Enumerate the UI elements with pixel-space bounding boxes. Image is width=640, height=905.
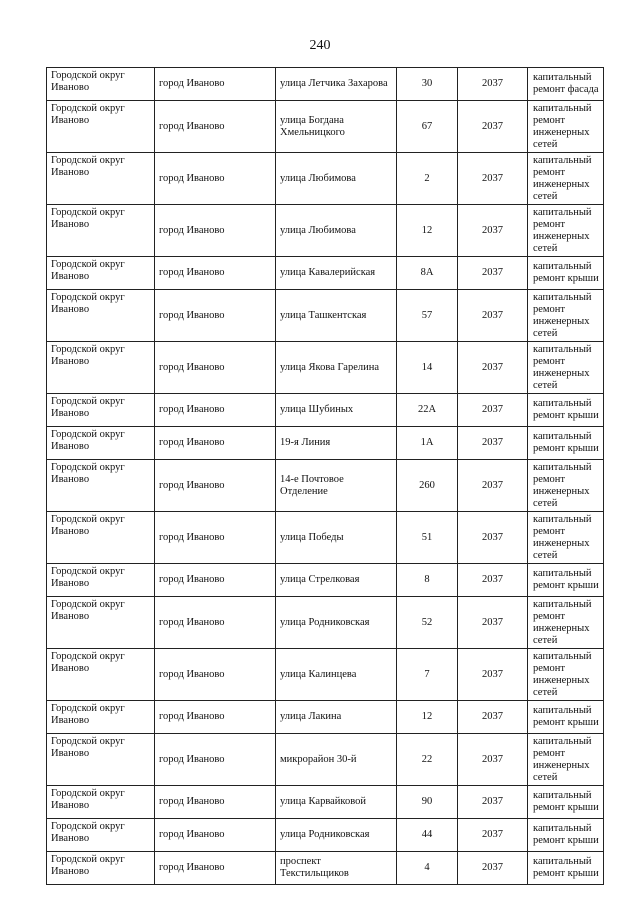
- registry-table-body: [47, 68, 604, 885]
- cell-street: улица Любимова: [276, 153, 397, 205]
- table-row: [47, 597, 604, 649]
- cell-municipality: Городской округ Иваново: [47, 819, 155, 852]
- cell-street: улица Ташкентская: [276, 290, 397, 342]
- cell-work-type: капитальный ремонт крыши: [528, 786, 604, 819]
- table-row: [47, 342, 604, 394]
- cell-year: 2037: [458, 427, 528, 460]
- table-row: [47, 819, 604, 852]
- cell-settlement: город Иваново: [155, 427, 276, 460]
- cell-street: улица Богдана Хмельницкого: [276, 101, 397, 153]
- cell-municipality: Городской округ Иваново: [47, 153, 155, 205]
- cell-municipality: Городской округ Иваново: [47, 427, 155, 460]
- cell-municipality: Городской округ Иваново: [47, 68, 155, 101]
- cell-house-number: 12: [397, 701, 458, 734]
- cell-street: улица Стрелковая: [276, 564, 397, 597]
- cell-municipality: Городской округ Иваново: [47, 394, 155, 427]
- cell-year: 2037: [458, 290, 528, 342]
- cell-year: 2037: [458, 649, 528, 701]
- cell-year: 2037: [458, 852, 528, 885]
- cell-settlement: город Иваново: [155, 734, 276, 786]
- registry-table: [46, 67, 604, 885]
- table-row: [47, 153, 604, 205]
- cell-municipality: Городской округ Иваново: [47, 205, 155, 257]
- cell-year: 2037: [458, 786, 528, 819]
- cell-settlement: город Иваново: [155, 786, 276, 819]
- cell-work-type: капитальный ремонт крыши: [528, 819, 604, 852]
- cell-year: 2037: [458, 101, 528, 153]
- cell-work-type: капитальный ремонт инженерных сетей: [528, 649, 604, 701]
- cell-work-type: капитальный ремонт крыши: [528, 564, 604, 597]
- cell-municipality: Городской округ Иваново: [47, 342, 155, 394]
- cell-municipality: Городской округ Иваново: [47, 290, 155, 342]
- table-row: [47, 290, 604, 342]
- cell-settlement: город Иваново: [155, 290, 276, 342]
- cell-settlement: город Иваново: [155, 205, 276, 257]
- cell-year: 2037: [458, 819, 528, 852]
- cell-work-type: капитальный ремонт инженерных сетей: [528, 512, 604, 564]
- cell-settlement: город Иваново: [155, 394, 276, 427]
- cell-house-number: 14: [397, 342, 458, 394]
- cell-street: улица Шубиных: [276, 394, 397, 427]
- cell-street: улица Летчика Захарова: [276, 68, 397, 101]
- table-row: [47, 394, 604, 427]
- cell-house-number: 12: [397, 205, 458, 257]
- cell-house-number: 8А: [397, 257, 458, 290]
- cell-work-type: капитальный ремонт фасада: [528, 68, 604, 101]
- table-row: [47, 564, 604, 597]
- cell-settlement: город Иваново: [155, 819, 276, 852]
- cell-street: улица Родниковская: [276, 597, 397, 649]
- table-row: [47, 512, 604, 564]
- cell-street: 19-я Линия: [276, 427, 397, 460]
- page-number: 240: [309, 38, 331, 53]
- table-row: [47, 68, 604, 101]
- cell-year: 2037: [458, 342, 528, 394]
- cell-municipality: Городской округ Иваново: [47, 786, 155, 819]
- cell-municipality: Городской округ Иваново: [47, 734, 155, 786]
- cell-house-number: 44: [397, 819, 458, 852]
- cell-house-number: 7: [397, 649, 458, 701]
- cell-work-type: капитальный ремонт крыши: [528, 257, 604, 290]
- cell-settlement: город Иваново: [155, 564, 276, 597]
- cell-municipality: Городской округ Иваново: [47, 257, 155, 290]
- cell-house-number: 57: [397, 290, 458, 342]
- cell-municipality: Городской округ Иваново: [47, 512, 155, 564]
- cell-house-number: 67: [397, 101, 458, 153]
- cell-house-number: 8: [397, 564, 458, 597]
- cell-settlement: город Иваново: [155, 101, 276, 153]
- cell-work-type: капитальный ремонт инженерных сетей: [528, 597, 604, 649]
- cell-year: 2037: [458, 512, 528, 564]
- cell-house-number: 30: [397, 68, 458, 101]
- cell-work-type: капитальный ремонт инженерных сетей: [528, 101, 604, 153]
- cell-work-type: капитальный ремонт крыши: [528, 427, 604, 460]
- table-row: [47, 852, 604, 885]
- cell-street: микрорайон 30-й: [276, 734, 397, 786]
- cell-street: 14-е Почтовое Отделение: [276, 460, 397, 512]
- cell-year: 2037: [458, 701, 528, 734]
- cell-work-type: капитальный ремонт крыши: [528, 852, 604, 885]
- cell-street: проспект Текстильщиков: [276, 852, 397, 885]
- table-row: [47, 786, 604, 819]
- cell-year: 2037: [458, 597, 528, 649]
- cell-year: 2037: [458, 460, 528, 512]
- table-row: [47, 257, 604, 290]
- table-row: [47, 701, 604, 734]
- cell-settlement: город Иваново: [155, 852, 276, 885]
- cell-municipality: Городской округ Иваново: [47, 701, 155, 734]
- cell-municipality: Городской округ Иваново: [47, 564, 155, 597]
- cell-house-number: 2: [397, 153, 458, 205]
- cell-year: 2037: [458, 734, 528, 786]
- cell-settlement: город Иваново: [155, 68, 276, 101]
- cell-work-type: капитальный ремонт инженерных сетей: [528, 734, 604, 786]
- cell-house-number: 51: [397, 512, 458, 564]
- cell-street: улица Карвайковой: [276, 786, 397, 819]
- table-row: [47, 101, 604, 153]
- cell-settlement: город Иваново: [155, 597, 276, 649]
- cell-year: 2037: [458, 205, 528, 257]
- cell-municipality: Городской округ Иваново: [47, 101, 155, 153]
- cell-settlement: город Иваново: [155, 460, 276, 512]
- cell-settlement: город Иваново: [155, 512, 276, 564]
- table-row: [47, 205, 604, 257]
- cell-street: улица Кавалерийская: [276, 257, 397, 290]
- cell-street: улица Якова Гарелина: [276, 342, 397, 394]
- cell-house-number: 90: [397, 786, 458, 819]
- table-row: [47, 460, 604, 512]
- table-row: [47, 427, 604, 460]
- cell-settlement: город Иваново: [155, 649, 276, 701]
- cell-work-type: капитальный ремонт крыши: [528, 701, 604, 734]
- cell-house-number: 260: [397, 460, 458, 512]
- cell-street: улица Любимова: [276, 205, 397, 257]
- cell-settlement: город Иваново: [155, 257, 276, 290]
- cell-municipality: Городской округ Иваново: [47, 460, 155, 512]
- cell-year: 2037: [458, 394, 528, 427]
- cell-house-number: 1А: [397, 427, 458, 460]
- cell-year: 2037: [458, 68, 528, 101]
- cell-street: улица Калинцева: [276, 649, 397, 701]
- cell-settlement: город Иваново: [155, 153, 276, 205]
- cell-municipality: Городской округ Иваново: [47, 852, 155, 885]
- cell-year: 2037: [458, 564, 528, 597]
- cell-house-number: 22: [397, 734, 458, 786]
- cell-street: улица Лакина: [276, 701, 397, 734]
- cell-settlement: город Иваново: [155, 342, 276, 394]
- cell-house-number: 52: [397, 597, 458, 649]
- cell-work-type: капитальный ремонт инженерных сетей: [528, 290, 604, 342]
- cell-settlement: город Иваново: [155, 701, 276, 734]
- cell-municipality: Городской округ Иваново: [47, 649, 155, 701]
- cell-work-type: капитальный ремонт крыши: [528, 394, 604, 427]
- cell-work-type: капитальный ремонт инженерных сетей: [528, 342, 604, 394]
- table-row: [47, 649, 604, 701]
- cell-municipality: Городской округ Иваново: [47, 597, 155, 649]
- cell-house-number: 4: [397, 852, 458, 885]
- cell-work-type: капитальный ремонт инженерных сетей: [528, 153, 604, 205]
- cell-work-type: капитальный ремонт инженерных сетей: [528, 205, 604, 257]
- cell-house-number: 22А: [397, 394, 458, 427]
- cell-street: улица Победы: [276, 512, 397, 564]
- table-row: [47, 734, 604, 786]
- cell-year: 2037: [458, 153, 528, 205]
- cell-street: улица Родниковская: [276, 819, 397, 852]
- cell-year: 2037: [458, 257, 528, 290]
- cell-work-type: капитальный ремонт инженерных сетей: [528, 460, 604, 512]
